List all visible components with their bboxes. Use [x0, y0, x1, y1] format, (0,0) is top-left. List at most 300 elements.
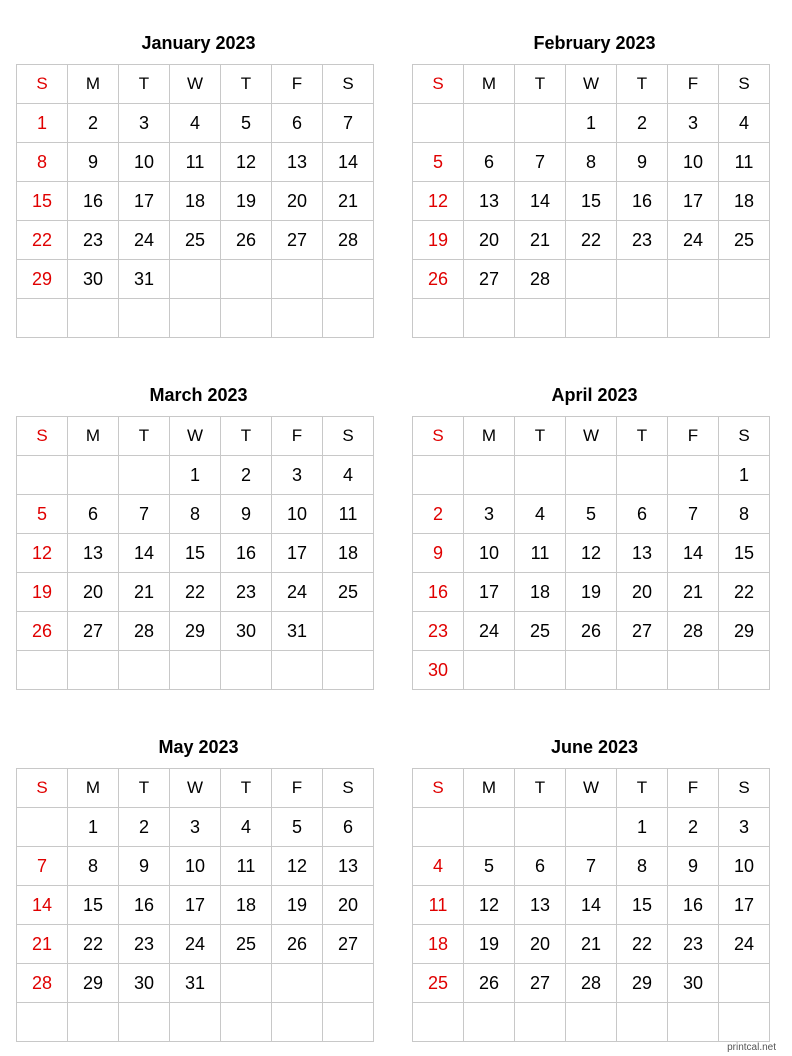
day-cell: 8 — [68, 847, 119, 886]
day-cell: 24 — [719, 925, 770, 964]
weekday-header: T — [221, 769, 272, 808]
empty-cell — [119, 299, 170, 338]
day-cell: 18 — [413, 925, 464, 964]
empty-cell — [323, 612, 374, 651]
empty-cell — [272, 964, 323, 1003]
week-row — [17, 143, 374, 182]
empty-cell — [719, 299, 770, 338]
empty-cell — [17, 1003, 68, 1042]
day-cell: 11 — [719, 143, 770, 182]
day-cell: 5 — [464, 847, 515, 886]
empty-cell — [413, 808, 464, 847]
day-cell: 22 — [17, 221, 68, 260]
empty-cell — [566, 260, 617, 299]
day-cell: 29 — [68, 964, 119, 1003]
day-cell: 19 — [17, 573, 68, 612]
day-cell: 12 — [464, 886, 515, 925]
day-cell: 14 — [566, 886, 617, 925]
day-cell: 3 — [170, 808, 221, 847]
day-cell: 29 — [17, 260, 68, 299]
weekday-header: S — [17, 65, 68, 104]
empty-cell — [272, 260, 323, 299]
day-cell: 13 — [515, 886, 566, 925]
week-row — [17, 847, 374, 886]
day-cell: 17 — [719, 886, 770, 925]
weekday-header: F — [272, 65, 323, 104]
week-row — [17, 612, 374, 651]
empty-cell — [323, 651, 374, 690]
weekday-header: S — [323, 417, 374, 456]
empty-cell — [515, 456, 566, 495]
empty-cell — [464, 1003, 515, 1042]
day-cell: 27 — [515, 964, 566, 1003]
empty-cell — [119, 651, 170, 690]
day-cell: 8 — [170, 495, 221, 534]
empty-cell — [668, 1003, 719, 1042]
empty-cell — [464, 456, 515, 495]
weekday-header: F — [272, 417, 323, 456]
week-row — [17, 104, 374, 143]
empty-cell — [515, 651, 566, 690]
day-cell: 9 — [221, 495, 272, 534]
day-cell: 25 — [515, 612, 566, 651]
empty-cell — [17, 456, 68, 495]
day-cell: 5 — [221, 104, 272, 143]
day-cell: 13 — [68, 534, 119, 573]
week-row — [17, 182, 374, 221]
empty-cell — [719, 964, 770, 1003]
week-row — [413, 573, 770, 612]
weekday-header: F — [272, 769, 323, 808]
day-cell: 7 — [323, 104, 374, 143]
day-cell: 9 — [119, 847, 170, 886]
day-cell: 26 — [17, 612, 68, 651]
day-cell: 19 — [566, 573, 617, 612]
day-cell: 24 — [668, 221, 719, 260]
week-row — [17, 651, 374, 690]
empty-cell — [668, 456, 719, 495]
week-row — [17, 808, 374, 847]
empty-cell — [719, 1003, 770, 1042]
day-cell: 4 — [170, 104, 221, 143]
footer-credit: printcal.net — [727, 1042, 776, 1053]
week-row — [17, 886, 374, 925]
empty-cell — [272, 299, 323, 338]
day-cell: 1 — [170, 456, 221, 495]
day-cell: 2 — [668, 808, 719, 847]
empty-cell — [617, 1003, 668, 1042]
weekday-header: T — [515, 417, 566, 456]
day-cell: 16 — [221, 534, 272, 573]
week-row — [413, 651, 770, 690]
day-cell: 16 — [413, 573, 464, 612]
weekday-header: M — [464, 417, 515, 456]
weekday-header-row — [413, 769, 770, 808]
weekday-header: T — [221, 417, 272, 456]
empty-cell — [323, 299, 374, 338]
weekday-header: S — [719, 769, 770, 808]
day-cell: 14 — [515, 182, 566, 221]
day-cell: 26 — [566, 612, 617, 651]
day-cell: 5 — [413, 143, 464, 182]
day-cell: 19 — [413, 221, 464, 260]
day-cell: 15 — [170, 534, 221, 573]
day-cell: 11 — [515, 534, 566, 573]
day-cell: 20 — [272, 182, 323, 221]
day-cell: 17 — [119, 182, 170, 221]
week-row — [413, 925, 770, 964]
weekday-header: S — [413, 65, 464, 104]
day-cell: 27 — [617, 612, 668, 651]
week-row — [17, 221, 374, 260]
weekday-header: T — [515, 769, 566, 808]
weekday-header: T — [119, 65, 170, 104]
empty-cell — [221, 1003, 272, 1042]
weekday-header: F — [668, 417, 719, 456]
empty-cell — [515, 299, 566, 338]
week-row — [17, 534, 374, 573]
day-cell: 11 — [170, 143, 221, 182]
day-cell: 28 — [515, 260, 566, 299]
empty-cell — [221, 651, 272, 690]
day-cell: 12 — [17, 534, 68, 573]
weekday-header: S — [719, 65, 770, 104]
empty-cell — [272, 651, 323, 690]
day-cell: 29 — [719, 612, 770, 651]
day-cell: 20 — [464, 221, 515, 260]
day-cell: 8 — [566, 143, 617, 182]
day-cell: 4 — [719, 104, 770, 143]
day-cell: 10 — [719, 847, 770, 886]
day-cell: 7 — [17, 847, 68, 886]
day-cell: 23 — [221, 573, 272, 612]
empty-cell — [68, 299, 119, 338]
day-cell: 19 — [272, 886, 323, 925]
day-cell: 27 — [464, 260, 515, 299]
day-cell: 20 — [323, 886, 374, 925]
weekday-header: T — [119, 417, 170, 456]
day-cell: 15 — [566, 182, 617, 221]
week-row — [17, 260, 374, 299]
day-cell: 3 — [119, 104, 170, 143]
weekday-header: W — [566, 417, 617, 456]
week-row — [17, 1003, 374, 1042]
empty-cell — [617, 651, 668, 690]
day-cell: 5 — [566, 495, 617, 534]
day-cell: 24 — [272, 573, 323, 612]
day-cell: 15 — [68, 886, 119, 925]
day-cell: 18 — [323, 534, 374, 573]
day-cell: 6 — [464, 143, 515, 182]
weekday-header: S — [17, 417, 68, 456]
day-cell: 21 — [119, 573, 170, 612]
weekday-header: S — [17, 769, 68, 808]
week-row — [413, 260, 770, 299]
day-cell: 8 — [17, 143, 68, 182]
empty-cell — [221, 299, 272, 338]
month-title: March 2023 — [149, 385, 248, 405]
empty-cell — [323, 260, 374, 299]
weekday-header: F — [668, 769, 719, 808]
day-cell: 4 — [323, 456, 374, 495]
day-cell: 20 — [68, 573, 119, 612]
day-cell: 7 — [668, 495, 719, 534]
empty-cell — [68, 651, 119, 690]
weekday-header: S — [323, 65, 374, 104]
day-cell: 23 — [68, 221, 119, 260]
day-cell: 27 — [68, 612, 119, 651]
day-cell: 22 — [566, 221, 617, 260]
weekday-header: S — [413, 417, 464, 456]
day-cell: 14 — [668, 534, 719, 573]
empty-cell — [668, 651, 719, 690]
day-cell: 22 — [170, 573, 221, 612]
day-cell: 6 — [272, 104, 323, 143]
empty-cell — [68, 1003, 119, 1042]
weekday-header-row — [17, 417, 374, 456]
weekday-header: T — [617, 417, 668, 456]
month-title: April 2023 — [551, 385, 638, 405]
weekday-header: T — [617, 65, 668, 104]
day-cell: 16 — [119, 886, 170, 925]
week-row — [413, 1003, 770, 1042]
empty-cell — [170, 1003, 221, 1042]
empty-cell — [413, 456, 464, 495]
empty-cell — [323, 964, 374, 1003]
day-cell: 23 — [668, 925, 719, 964]
day-cell: 21 — [17, 925, 68, 964]
weekday-header: W — [170, 65, 221, 104]
empty-cell — [170, 299, 221, 338]
empty-cell — [17, 299, 68, 338]
weekday-header: M — [464, 769, 515, 808]
day-cell: 30 — [413, 651, 464, 690]
day-cell: 24 — [119, 221, 170, 260]
week-row — [17, 299, 374, 338]
month-grid — [412, 416, 770, 690]
empty-cell — [119, 1003, 170, 1042]
day-cell: 2 — [413, 495, 464, 534]
empty-cell — [566, 651, 617, 690]
day-cell: 3 — [719, 808, 770, 847]
week-row — [413, 534, 770, 573]
day-cell: 14 — [119, 534, 170, 573]
day-cell: 19 — [221, 182, 272, 221]
empty-cell — [221, 260, 272, 299]
empty-cell — [413, 1003, 464, 1042]
weekday-header: M — [464, 65, 515, 104]
day-cell: 30 — [668, 964, 719, 1003]
weekday-header: F — [668, 65, 719, 104]
day-cell: 23 — [413, 612, 464, 651]
empty-cell — [323, 1003, 374, 1042]
day-cell: 3 — [464, 495, 515, 534]
day-cell: 10 — [119, 143, 170, 182]
empty-cell — [668, 260, 719, 299]
day-cell: 22 — [68, 925, 119, 964]
day-cell: 26 — [464, 964, 515, 1003]
month-title: February 2023 — [533, 33, 656, 53]
day-cell: 2 — [119, 808, 170, 847]
day-cell: 22 — [719, 573, 770, 612]
day-cell: 18 — [221, 886, 272, 925]
day-cell: 2 — [221, 456, 272, 495]
empty-cell — [719, 651, 770, 690]
day-cell: 22 — [617, 925, 668, 964]
week-row — [17, 573, 374, 612]
day-cell: 23 — [617, 221, 668, 260]
day-cell: 1 — [719, 456, 770, 495]
day-cell: 6 — [323, 808, 374, 847]
weekday-header: W — [566, 769, 617, 808]
empty-cell — [617, 299, 668, 338]
day-cell: 31 — [170, 964, 221, 1003]
day-cell: 12 — [221, 143, 272, 182]
day-cell: 21 — [566, 925, 617, 964]
week-row — [413, 104, 770, 143]
day-cell: 6 — [617, 495, 668, 534]
month-grid — [16, 416, 374, 690]
empty-cell — [413, 299, 464, 338]
day-cell: 19 — [464, 925, 515, 964]
day-cell: 4 — [413, 847, 464, 886]
empty-cell — [719, 260, 770, 299]
day-cell: 12 — [566, 534, 617, 573]
day-cell: 24 — [464, 612, 515, 651]
day-cell: 6 — [515, 847, 566, 886]
month-title: January 2023 — [141, 33, 256, 53]
empty-cell — [119, 456, 170, 495]
week-row — [17, 456, 374, 495]
day-cell: 1 — [68, 808, 119, 847]
weekday-header-row — [17, 769, 374, 808]
week-row — [413, 495, 770, 534]
day-cell: 29 — [170, 612, 221, 651]
weekday-header: M — [68, 417, 119, 456]
empty-cell — [464, 104, 515, 143]
empty-cell — [17, 808, 68, 847]
day-cell: 15 — [719, 534, 770, 573]
empty-cell — [566, 1003, 617, 1042]
day-cell: 8 — [617, 847, 668, 886]
week-row — [17, 495, 374, 534]
day-cell: 30 — [119, 964, 170, 1003]
day-cell: 28 — [17, 964, 68, 1003]
weekday-header: T — [221, 65, 272, 104]
day-cell: 25 — [323, 573, 374, 612]
week-row — [413, 612, 770, 651]
day-cell: 2 — [68, 104, 119, 143]
day-cell: 17 — [170, 886, 221, 925]
day-cell: 16 — [617, 182, 668, 221]
day-cell: 16 — [68, 182, 119, 221]
empty-cell — [464, 299, 515, 338]
day-cell: 9 — [617, 143, 668, 182]
day-cell: 25 — [170, 221, 221, 260]
empty-cell — [617, 456, 668, 495]
day-cell: 3 — [272, 456, 323, 495]
empty-cell — [515, 1003, 566, 1042]
empty-cell — [617, 260, 668, 299]
day-cell: 31 — [119, 260, 170, 299]
empty-cell — [566, 456, 617, 495]
weekday-header: M — [68, 769, 119, 808]
day-cell: 28 — [668, 612, 719, 651]
day-cell: 27 — [272, 221, 323, 260]
day-cell: 26 — [221, 221, 272, 260]
day-cell: 29 — [617, 964, 668, 1003]
day-cell: 27 — [323, 925, 374, 964]
weekday-header: S — [413, 769, 464, 808]
day-cell: 13 — [464, 182, 515, 221]
day-cell: 10 — [170, 847, 221, 886]
day-cell: 4 — [221, 808, 272, 847]
day-cell: 12 — [413, 182, 464, 221]
day-cell: 26 — [272, 925, 323, 964]
empty-cell — [170, 651, 221, 690]
day-cell: 9 — [68, 143, 119, 182]
week-row — [413, 221, 770, 260]
day-cell: 9 — [413, 534, 464, 573]
empty-cell — [515, 808, 566, 847]
day-cell: 18 — [515, 573, 566, 612]
day-cell: 11 — [323, 495, 374, 534]
day-cell: 18 — [719, 182, 770, 221]
empty-cell — [413, 104, 464, 143]
day-cell: 23 — [119, 925, 170, 964]
day-cell: 20 — [617, 573, 668, 612]
day-cell: 17 — [464, 573, 515, 612]
weekday-header: W — [170, 769, 221, 808]
day-cell: 7 — [515, 143, 566, 182]
day-cell: 24 — [170, 925, 221, 964]
week-row — [413, 456, 770, 495]
day-cell: 15 — [617, 886, 668, 925]
day-cell: 25 — [413, 964, 464, 1003]
day-cell: 14 — [323, 143, 374, 182]
day-cell: 1 — [566, 104, 617, 143]
day-cell: 21 — [323, 182, 374, 221]
day-cell: 9 — [668, 847, 719, 886]
month-title: May 2023 — [158, 737, 239, 757]
month-grid — [16, 64, 374, 338]
day-cell: 10 — [272, 495, 323, 534]
day-cell: 1 — [17, 104, 68, 143]
month-grid — [16, 768, 374, 1042]
week-row — [413, 847, 770, 886]
weekday-header: W — [170, 417, 221, 456]
day-cell: 13 — [272, 143, 323, 182]
day-cell: 17 — [668, 182, 719, 221]
week-row — [413, 143, 770, 182]
week-row — [413, 182, 770, 221]
day-cell: 28 — [323, 221, 374, 260]
day-cell: 11 — [413, 886, 464, 925]
day-cell: 28 — [566, 964, 617, 1003]
day-cell: 13 — [617, 534, 668, 573]
weekday-header-row — [413, 417, 770, 456]
weekday-header-row — [17, 65, 374, 104]
weekday-header: W — [566, 65, 617, 104]
day-cell: 10 — [464, 534, 515, 573]
day-cell: 28 — [119, 612, 170, 651]
month-title: June 2023 — [550, 737, 639, 757]
empty-cell — [566, 808, 617, 847]
empty-cell — [68, 456, 119, 495]
weekday-header: T — [515, 65, 566, 104]
day-cell: 30 — [68, 260, 119, 299]
week-row — [17, 925, 374, 964]
